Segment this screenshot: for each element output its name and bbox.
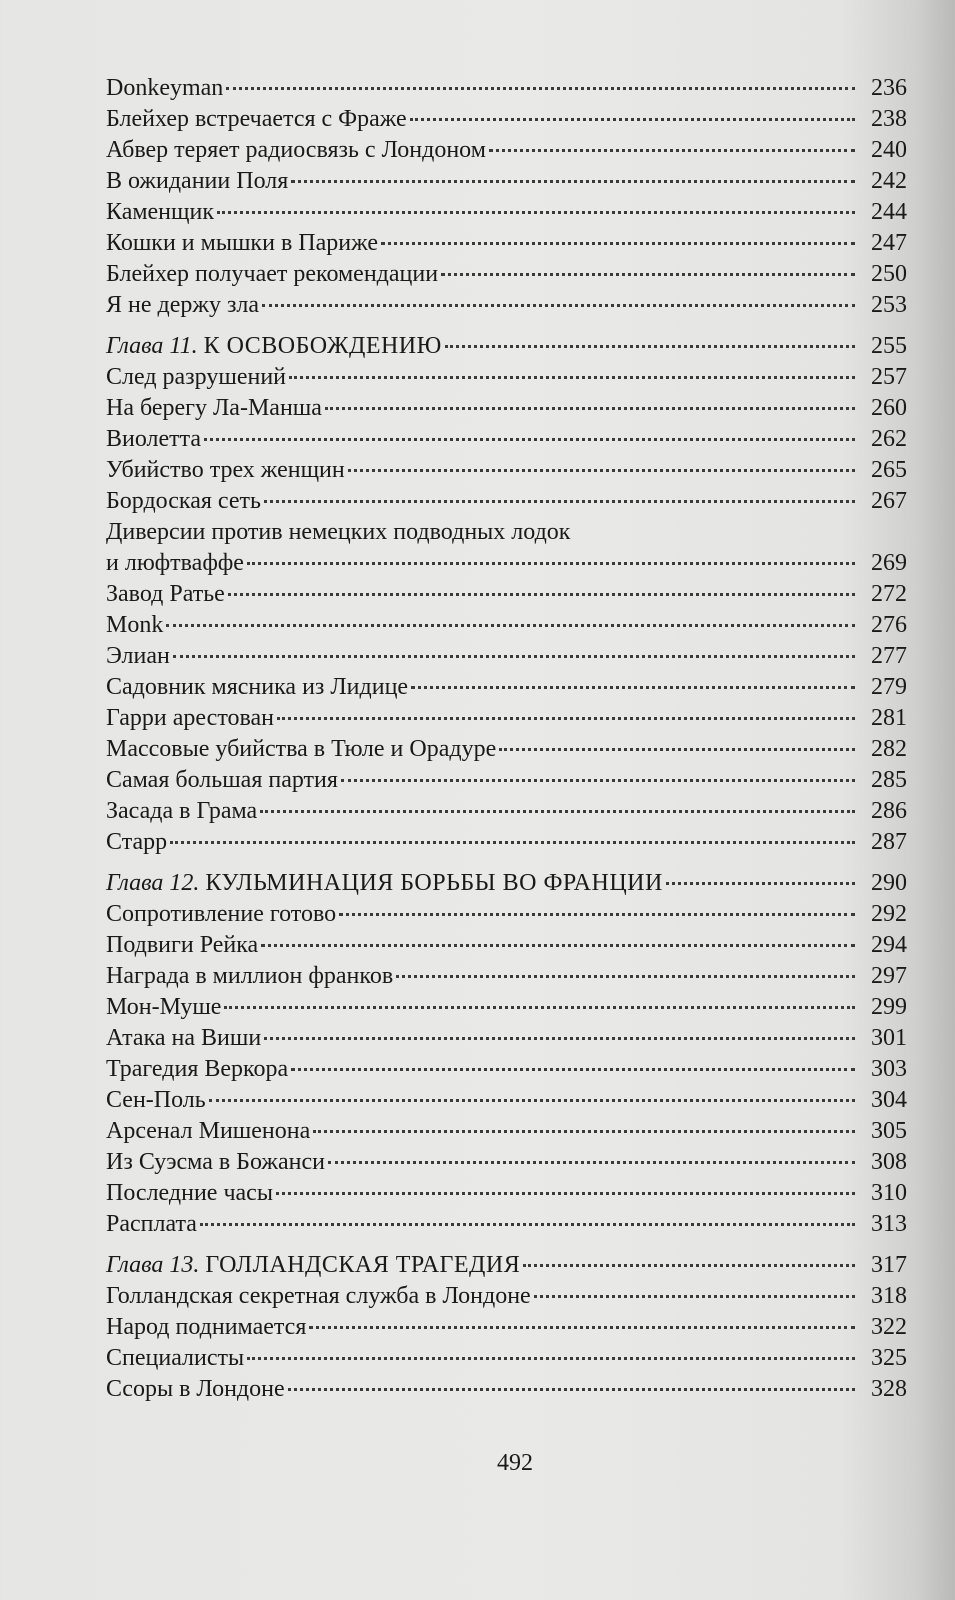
dot-leader: [260, 810, 855, 813]
toc-entry: [106, 1147, 907, 1178]
chapter-number: Глава 12.: [106, 870, 200, 896]
toc-entry: [106, 765, 907, 796]
toc-entry-page: 267: [871, 488, 907, 514]
dot-leader: [224, 1006, 855, 1009]
dot-leader: [228, 593, 855, 596]
toc-entry: [106, 1281, 907, 1312]
dot-leader: [523, 1264, 855, 1267]
toc-entry-page: 285: [871, 767, 907, 793]
dot-leader: [170, 841, 855, 844]
toc-entry-page: 297: [871, 963, 907, 989]
toc-entry-page: 253: [871, 292, 907, 318]
toc-entry-page: 247: [871, 230, 907, 256]
chapter-title: КУЛЬМИНАЦИЯ БОРЬБЫ ВО ФРАНЦИИ: [205, 870, 663, 896]
chapter-title: ГОЛЛАНДСКАЯ ТРАГЕДИЯ: [205, 1252, 521, 1278]
dot-leader: [209, 1099, 855, 1102]
dot-leader: [499, 748, 855, 751]
toc-entry-title: След разрушений: [106, 364, 287, 390]
toc-entry: [106, 166, 907, 197]
toc-entry-page: 255: [871, 333, 907, 359]
toc-entry-title: Блейхер встречается с Фраже: [106, 106, 407, 132]
toc-entry-page: 294: [871, 932, 907, 958]
toc-entry-title: Donkeyman: [106, 75, 224, 101]
toc-entry: [106, 1116, 907, 1147]
toc-entry-page: 328: [871, 1376, 907, 1402]
toc-entry-page: 276: [871, 612, 907, 638]
toc-entry-title: Элиан: [106, 643, 170, 669]
toc-entry: [106, 486, 907, 517]
toc-entry: [106, 104, 907, 135]
chapter-heading: [106, 331, 907, 362]
toc-entry: [106, 228, 907, 259]
chapter-heading: [106, 868, 907, 899]
chapter-number: Глава 11.: [106, 333, 198, 359]
toc-entry-title: Кошки и мышки в Париже: [106, 230, 379, 256]
toc-entry-page: 282: [871, 736, 907, 762]
toc-entry-title: Самая большая партия: [106, 767, 338, 793]
toc-entry: [106, 259, 907, 290]
toc-entry-page: 305: [871, 1118, 907, 1144]
toc-entry-title: Расплата: [106, 1211, 197, 1237]
toc-entry: [106, 1085, 907, 1116]
dot-leader: [217, 211, 855, 214]
toc-entry: [106, 899, 907, 930]
toc-entry-title: Блейхер получает рекомендации: [106, 261, 439, 287]
toc-entry: [106, 362, 907, 393]
toc-entry-title: Виолетта: [106, 426, 202, 452]
toc-entry-page: 304: [871, 1087, 907, 1113]
toc-entry: [106, 424, 907, 455]
toc-entry-title: Последние часы: [106, 1180, 273, 1206]
dot-leader: [411, 686, 855, 689]
toc-entry-title: и люфтваффе: [106, 550, 244, 576]
chapter-number: Глава 13.: [106, 1252, 200, 1278]
toc-entry-page: 242: [871, 168, 907, 194]
toc-entry-title: Трагедия Веркора: [106, 1056, 289, 1082]
toc-entry-title: Награда в миллион франков: [106, 963, 394, 989]
dot-leader: [277, 717, 855, 720]
toc-entry-page: 244: [871, 199, 907, 225]
toc-entry: [106, 734, 907, 765]
toc-entry-title: Специалисты: [106, 1345, 245, 1371]
toc-entry: [106, 579, 907, 610]
dot-leader: [339, 913, 855, 916]
toc-entry: [106, 1343, 907, 1374]
dot-leader: [247, 1357, 855, 1360]
toc-entry-page: 318: [871, 1283, 907, 1309]
dot-leader: [410, 118, 855, 121]
toc-entry-page: 301: [871, 1025, 907, 1051]
toc-entry-title: Старр: [106, 829, 168, 855]
toc-entry-title: Monk: [106, 612, 164, 638]
dot-leader: [261, 944, 855, 947]
toc-entry: [106, 1023, 907, 1054]
toc-entry-title: Абвер теряет радиосвязь с Лондоном: [106, 137, 486, 163]
toc-entry: [106, 135, 907, 166]
dot-leader: [264, 1037, 855, 1040]
toc-entry-title: В ожидании Поля: [106, 168, 289, 194]
toc-entry-title: Подвиги Рейка: [106, 932, 259, 958]
toc-entry-page: 272: [871, 581, 907, 607]
toc-entry-page: 265: [871, 457, 907, 483]
toc-entry-page: 325: [871, 1345, 907, 1371]
toc-entry-page: 262: [871, 426, 907, 452]
toc-entry-page: 238: [871, 106, 907, 132]
toc-entry: [106, 1312, 907, 1343]
chapter-title: К ОСВОБОЖДЕНИЮ: [203, 333, 442, 359]
toc-entry: [106, 992, 907, 1023]
dot-leader: [341, 779, 855, 782]
toc-entry-title: Атака на Виши: [106, 1025, 262, 1051]
toc-entry: [106, 197, 907, 228]
toc-entry-page: 303: [871, 1056, 907, 1082]
toc-entry: [106, 641, 907, 672]
toc-entry-title: Каменщик: [106, 199, 215, 225]
dot-leader: [348, 469, 855, 472]
dot-leader: [204, 438, 855, 441]
toc-entry: [106, 827, 907, 858]
toc-entry-page: 250: [871, 261, 907, 287]
toc-entry-title: Голландская секретная служба в Лондоне: [106, 1283, 531, 1309]
dot-leader: [309, 1326, 855, 1329]
toc-entry-page: 310: [871, 1180, 907, 1206]
toc-entry: [106, 610, 907, 641]
dot-leader: [291, 1068, 855, 1071]
toc-entry-page: 313: [871, 1211, 907, 1237]
toc-entry-title: Гарри арестован: [106, 705, 275, 731]
toc-entry-page: 292: [871, 901, 907, 927]
toc-entry: [106, 1374, 907, 1405]
dot-leader: [328, 1161, 855, 1164]
dot-leader: [666, 882, 855, 885]
dot-leader: [396, 975, 855, 978]
dot-leader: [489, 149, 855, 152]
toc-entry: [106, 930, 907, 961]
toc-entry-title: Завод Ратье: [106, 581, 225, 607]
toc-entry-page: 322: [871, 1314, 907, 1340]
toc-entry-title: Массовые убийства в Тюле и Орадуре: [106, 736, 497, 762]
table-of-contents: [106, 73, 907, 1405]
dot-leader: [381, 242, 855, 245]
toc-entry: [106, 455, 907, 486]
dot-leader: [313, 1130, 855, 1133]
toc-entry-page: 290: [871, 870, 907, 896]
dot-leader: [289, 376, 855, 379]
dot-leader: [445, 345, 855, 348]
toc-entry: [106, 703, 907, 734]
dot-leader: [262, 304, 855, 307]
toc-entry-title: Засада в Грама: [106, 798, 258, 824]
toc-entry-page: 269: [871, 550, 907, 576]
toc-entry-title: Из Суэсма в Божанси: [106, 1149, 325, 1175]
toc-entry-page: 257: [871, 364, 907, 390]
toc-entry-page: 287: [871, 829, 907, 855]
toc-entry-page: 260: [871, 395, 907, 421]
toc-entry: [106, 1178, 907, 1209]
toc-entry-page: 277: [871, 643, 907, 669]
toc-entry-title: Мон-Муше: [106, 994, 222, 1020]
toc-entry-page: 236: [871, 75, 907, 101]
toc-entry-page: 279: [871, 674, 907, 700]
toc-entry: [106, 961, 907, 992]
toc-entry-page: 308: [871, 1149, 907, 1175]
toc-entry-page: 240: [871, 137, 907, 163]
toc-entry: [106, 548, 907, 579]
toc-entry-title: На берегу Ла-Манша: [106, 395, 322, 421]
toc-entry-page: 286: [871, 798, 907, 824]
toc-entry-title: Убийство трех женщин: [106, 457, 345, 483]
toc-entry-title: Сопротивление готово: [106, 901, 337, 927]
toc-entry: [106, 73, 907, 104]
toc-entry: [106, 796, 907, 827]
dot-leader: [534, 1295, 855, 1298]
toc-entry-page: 317: [871, 1252, 907, 1278]
dot-leader: [166, 624, 855, 627]
toc-entry-page: 281: [871, 705, 907, 731]
toc-entry: [106, 1054, 907, 1085]
dot-leader: [325, 407, 855, 410]
toc-entry-title: Ссоры в Лондоне: [106, 1376, 285, 1402]
page-number: 492: [497, 1450, 533, 1476]
toc-entry-title: Диверсии против немецких подводных лодок: [106, 519, 571, 545]
dot-leader: [173, 655, 855, 658]
dot-leader: [226, 87, 855, 90]
dot-leader: [200, 1223, 855, 1226]
toc-entry-title: Арсенал Мишенона: [106, 1118, 311, 1144]
toc-entry-title: Бордоская сеть: [106, 488, 261, 514]
toc-entry-line1: [106, 517, 907, 548]
toc-entry-title: Сен-Поль: [106, 1087, 206, 1113]
dot-leader: [441, 273, 855, 276]
toc-entry-title: Садовник мясника из Лидице: [106, 674, 409, 700]
dot-leader: [291, 180, 855, 183]
toc-entry-page: 299: [871, 994, 907, 1020]
chapter-heading: [106, 1250, 907, 1281]
toc-entry: [106, 1209, 907, 1240]
toc-entry-title: Я не держу зла: [106, 292, 260, 318]
dot-leader: [247, 562, 855, 565]
toc-entry: [106, 672, 907, 703]
dot-leader: [276, 1192, 855, 1195]
dot-leader: [288, 1388, 855, 1391]
toc-entry-title: Народ поднимается: [106, 1314, 307, 1340]
dot-leader: [264, 500, 855, 503]
toc-entry: [106, 290, 907, 321]
toc-entry: [106, 393, 907, 424]
